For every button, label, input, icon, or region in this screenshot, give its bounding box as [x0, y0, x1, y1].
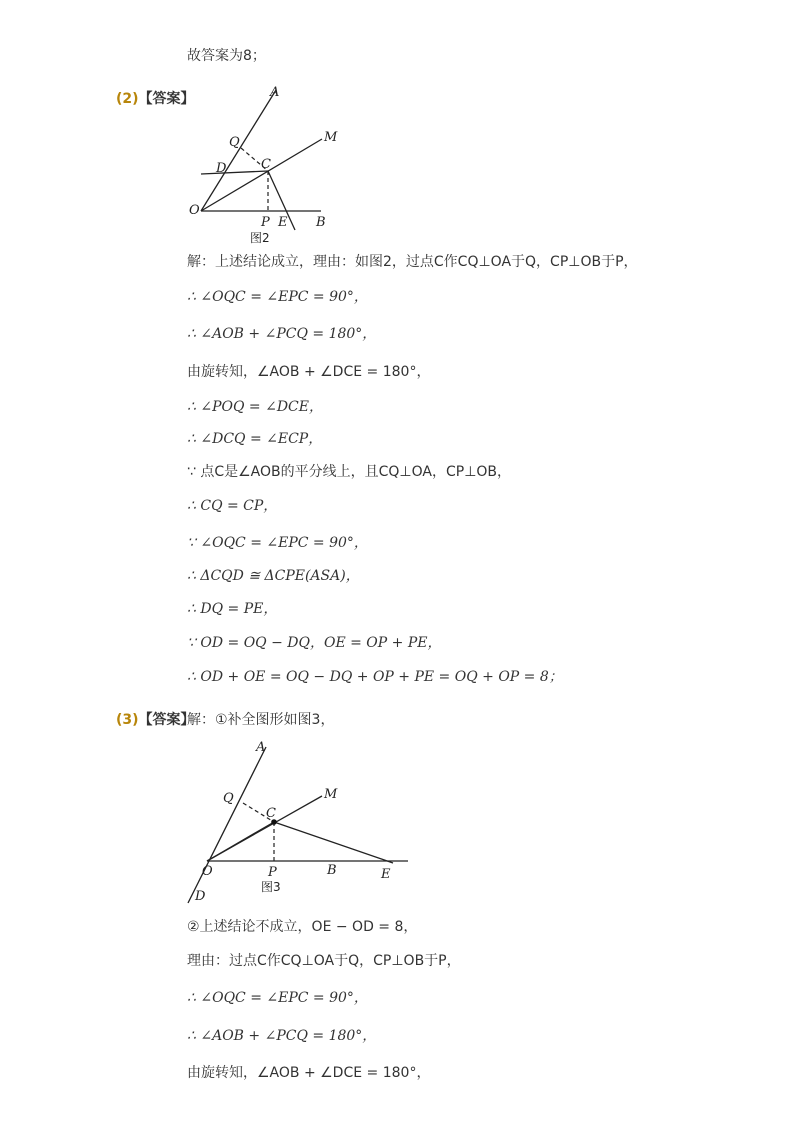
fig3-label-D: D	[195, 889, 206, 904]
p2-line-3: 由旋转知，∠AOB + ∠DCE = 180°，	[187, 364, 431, 380]
p2-line-6: ∵ 点C是∠AOB的平分线上，且CQ⊥OA，CP⊥OB，	[187, 464, 512, 480]
part3-label	[116, 711, 195, 729]
p2-line-11: ∵ OD = OQ − DQ，OE = OP + PE，	[187, 635, 442, 651]
fig2-label-B: B	[316, 215, 326, 230]
fig3-label-E: E	[381, 867, 391, 882]
intro-line: 故答案为8；	[187, 48, 266, 64]
fig3-label-P: P	[268, 865, 277, 880]
part3-answer-tag: 【答案】	[138, 712, 195, 728]
p2-line-12: ∴ OD + OE = OQ − DQ + OP + PE = OQ + OP = 8；	[187, 669, 563, 685]
fig3-label-A: A	[256, 740, 266, 755]
fig2-label-Q: Q	[229, 135, 240, 150]
fig3-label-M: M	[324, 787, 338, 802]
p3-line-1: 理由：过点C作CQ⊥OA于Q，CP⊥OB于P，	[187, 953, 461, 969]
fig3-label-O: O	[202, 864, 213, 879]
part2-number: (2)	[116, 91, 139, 107]
p2-line-7: ∴ CQ = CP，	[187, 498, 278, 514]
fig2-label-M: M	[324, 130, 338, 145]
part2-answer-tag: 【答案】	[138, 91, 195, 107]
p2-line-2: ∴ ∠AOB + ∠PCQ = 180°，	[187, 326, 377, 342]
fig2-label-E: E	[278, 215, 288, 230]
figure-3	[180, 735, 415, 910]
fig2-caption: 图2	[250, 231, 270, 245]
part2-label	[116, 90, 195, 108]
p2-line-10: ∴ DQ = PE，	[187, 601, 278, 617]
fig2-label-C: C	[261, 157, 271, 172]
p2-line-1: ∴ ∠OQC = ∠EPC = 90°，	[187, 289, 368, 305]
p2-line-0: 解：上述结论成立，理由：如图2，过点C作CQ⊥OA于Q，CP⊥OB于P，	[187, 254, 638, 270]
fig2-label-O: O	[189, 203, 200, 218]
fig3-caption: 图3	[261, 880, 281, 894]
fig2-label-P: P	[261, 215, 270, 230]
p2-line-4: ∴ ∠POQ = ∠DCE，	[187, 399, 323, 415]
p2-line-9: ∴ ΔCQD ≅ ΔCPE(ASA)，	[187, 568, 360, 584]
part3-number: (3)	[116, 712, 139, 728]
p2-line-8: ∵ ∠OQC = ∠EPC = 90°，	[187, 535, 368, 551]
p3-line-4: 由旋转知，∠AOB + ∠DCE = 180°，	[187, 1065, 431, 1081]
p3-line-2: ∴ ∠OQC = ∠EPC = 90°，	[187, 990, 368, 1006]
fig3-label-B: B	[327, 863, 337, 878]
fig3-label-C: C	[266, 806, 276, 821]
fig3-label-Q: Q	[223, 791, 234, 806]
p3-first-line: 解：①补全图形如图3，	[187, 712, 335, 728]
fig2-label-A: A	[270, 85, 280, 100]
p3-line-3: ∴ ∠AOB + ∠PCQ = 180°，	[187, 1028, 377, 1044]
p3-line-0: ②上述结论不成立，OE − OD = 8，	[187, 919, 418, 935]
figure-2	[185, 80, 345, 250]
p2-line-5: ∴ ∠DCQ = ∠ECP，	[187, 431, 323, 447]
fig2-label-D: D	[216, 161, 227, 176]
